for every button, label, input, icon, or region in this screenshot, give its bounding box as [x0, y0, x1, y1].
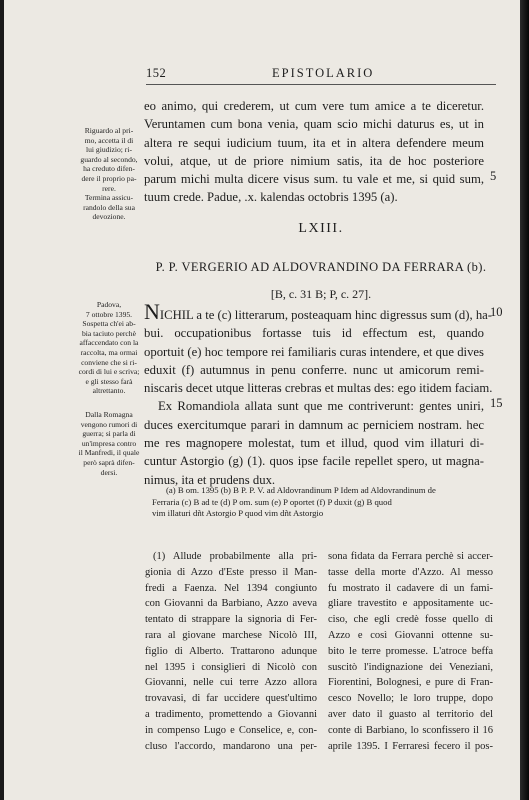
text-line: cuntur Astorgio (g) (1). quos ipse facile repellet spero, ut magna-	[144, 454, 484, 469]
note-line: Ferraria (c) B ad te (d) P om. sum (e) P oportet (f) P duxit (g) B quod	[152, 496, 392, 507]
header-rule	[146, 84, 496, 85]
footnote-line: tentato di strappare la signoria di Fer-	[145, 614, 317, 626]
margin-line: Sospetta ch'ei ab-	[82, 319, 136, 329]
footnote-line: nel 1395 i consiglieri di Nicolò con	[145, 661, 317, 673]
text-line: me res magnopere molestat, tum et illud, quod vim illaturi di-	[144, 436, 484, 451]
text-line-rest: ICHIL a te (c) litterarum, posteaquam hinc digressus sum (d), ha-	[159, 308, 493, 322]
margin-line: Dalla Romagna	[85, 409, 133, 419]
margin-line: però saprà difen-	[83, 457, 135, 467]
margin-line: conviene che si ri-	[81, 357, 137, 367]
margin-line: Padova,	[96, 300, 122, 309]
margin-line: cordi di lui e scriva;	[78, 367, 140, 377]
text-line: parum michi multa dicere visus sum. tu vale et me, si quid sum,	[144, 172, 484, 187]
footnote-line: Giovanni, nelle cui terre Azzo allora	[145, 677, 317, 689]
line-number: 15	[490, 396, 503, 410]
footnote-line: cesco Novello; le loro truppe, dopo	[328, 693, 493, 705]
margin-line: lui giudizio; ri-	[86, 145, 132, 155]
running-title: EPISTOLARIO	[272, 66, 375, 80]
footnote-line: rara al giovane marchese Nicolò III,	[145, 629, 317, 641]
variant-notes	[152, 485, 490, 520]
footnote-line: sona fidata da Ferrara perchè si accer-	[328, 551, 493, 562]
book-spine-shadow	[520, 0, 529, 800]
margin-line: 7 ottobre 1395.	[85, 309, 133, 319]
margin-line: altrettanto.	[92, 386, 126, 396]
drop-cap: N	[144, 299, 160, 324]
footnote-line: figlio di Alberto. Trattarono adunque	[145, 645, 317, 657]
margin-line: il Manfredi, il quale	[78, 448, 140, 458]
margin-line: guardo al secondo,	[80, 154, 138, 164]
note-line: (a) B om. 1395 (b) B P. P. V. ad Aldovrandinum P Idem ad Aldovrandinum de	[166, 485, 436, 495]
margin-line: guerra; si parla di	[82, 429, 136, 439]
text-line	[144, 299, 493, 324]
text-line: Ex Romandiola allata sunt que me contriverunt: gentes uniri,	[158, 399, 484, 414]
margin-line: Riguardo al pri-	[84, 126, 134, 135]
text-line: nimus, ita et prudens dux.	[144, 472, 276, 487]
footnote-right-column	[328, 549, 493, 754]
continued-letter-text	[144, 97, 484, 207]
text-line: eduxit (f) autumnus in penu conferre. nunc ut amicorum remi-	[144, 362, 484, 377]
footnote-line: Fiorentini, Bolognesi, e pure di Fran-	[328, 677, 493, 689]
footnote-line: (1) Allude probabilmente alla pri-	[153, 551, 317, 562]
footnote-line: trovavasi, di far uccidere quest'ultimo	[145, 693, 317, 705]
text-line: duces exercitumque parari in damnum ac perniciem nostram. hec	[144, 417, 484, 432]
margin-line: e gli stesso farà	[85, 376, 133, 386]
margin-line: Termina assicu-	[84, 193, 134, 203]
text-line: eo animo, qui crederem, ut cum vere tum amice a te diceretur.	[144, 99, 484, 113]
footnote-line: bito le terre promesse. L'atroce beffa	[328, 645, 493, 657]
text-line: Veruntamen cum bona venia, quam scio michi daturus es, ut in	[144, 117, 484, 132]
footnote-line: gliare travestito e appositamente uc-	[328, 598, 493, 610]
footnote-line: conte di Barbiano, lo sconfissero il 16	[328, 724, 493, 736]
text-line: oportuit (e) hoc tempore rei familiaris curas intendere, et que dives	[144, 344, 484, 359]
note-line: vim illaturi dñt Astorgio P quod vim dñt Astorgio	[152, 508, 324, 518]
margin-line: dersi.	[100, 467, 118, 477]
margin-line: ha creduto difen-	[83, 164, 135, 174]
letter-source: [B, c. 31 B; P, c. 27].	[270, 287, 372, 301]
margin-line: bia taciuto perchè	[82, 328, 136, 338]
margin-line: randolo della sua	[83, 202, 135, 212]
footnote-line: in compenso Lugo e Conselice, e, con-	[145, 724, 317, 736]
footnote-line: fredi a Faenza. Nel 1394 congiunto	[145, 582, 317, 594]
marginal-summary-letter	[77, 300, 141, 477]
footnote-line: fu mostrato il cadavere di un fami-	[328, 582, 493, 594]
footnote-left-column	[145, 549, 317, 754]
book-page	[4, 0, 520, 800]
margin-line: un'impresa contro	[81, 438, 137, 448]
margin-line: rere.	[102, 183, 116, 193]
footnote-line: aver dato il guasto al territorio del	[328, 708, 493, 720]
text-line: niscaris decet utque litteras crebras et multas des: ego itidem faciam.	[144, 381, 493, 396]
page-number: 152	[146, 66, 167, 80]
margin-line: devozione.	[92, 212, 126, 222]
margin-line: mo, accetta il di	[84, 135, 134, 145]
letter-title: P. P. VERGERIO AD ALDOVRANDINO DA FERRARA (b).	[155, 260, 487, 274]
footnote-line: Azzo e così Giovanni ottenne su-	[328, 629, 493, 641]
margin-line: affaccendato con la	[79, 338, 139, 348]
marginal-summary-top	[77, 126, 141, 222]
footnote-line: aprile 1395. I Ferraresi fecero il pos-	[328, 740, 493, 752]
footnote-line: tasse della morte d'Azzo. Al messo	[328, 566, 493, 578]
footnote-line: cluso l'accordo, mandarono una per-	[145, 740, 317, 752]
letter-number: LXIII.	[298, 221, 344, 236]
footnote-line: gionia di Azzo d'Este presso il Man-	[145, 566, 317, 578]
text-line: bui. occupationibus fortasse tuis id effectum est, quando	[144, 326, 484, 341]
text-line: tuum crede. Padue, .x. kalendas octobris 1395 (a).	[144, 190, 398, 205]
letter-body	[144, 299, 493, 489]
line-number: 10	[490, 305, 503, 319]
margin-line: raccolta, ma ormai	[80, 347, 138, 357]
line-number: 5	[490, 169, 497, 183]
text-line: volui, atque, ut de priore nimium satis, ita de hoc posteriore	[144, 153, 484, 168]
footnote-line: a tradimento, promettendo a Giovanni	[145, 708, 317, 720]
margin-line: dere il proprio pa-	[81, 173, 137, 183]
text-line: altera re sequi iudicium tuum, ita et in altera defendere meum	[144, 135, 484, 150]
footnote-line: con Giovanni da Barbiano, Azzo aveva	[145, 598, 317, 610]
margin-line: vengono rumori di	[80, 419, 138, 429]
footnote-line: ciso, che egli credè fosse quello di	[328, 614, 493, 626]
margin-line	[77, 396, 141, 410]
footnote-line: suscitò l'indignazione dei Veneziani,	[328, 661, 493, 673]
